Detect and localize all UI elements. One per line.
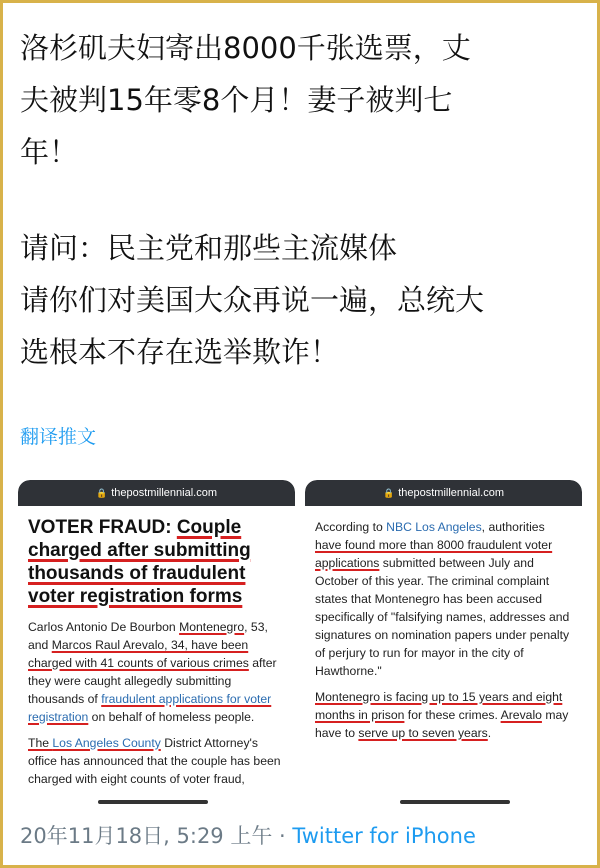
tweet-line: 选根本不存在选举欺诈！ [20,335,340,369]
article-screenshot-right[interactable] [305,480,582,806]
article-headline [28,516,287,608]
tweet-line: 年！ [20,135,79,169]
article-screenshot-left[interactable] [18,480,295,806]
url-text: thepostmillennial.com [398,487,504,499]
article-paragraph: Carlos Antonio De Bourbon Montenegro, 53, and Marcos Raul Arevalo, 34, have been charged with 41 counts of various crimes after they were caught allegedly submitting thousands of fraudulent applications for voter registration on behalf of homeless people. [28,620,277,724]
url-bar [18,480,295,506]
tweet-line: 请你们对美国大众再说一遍，总统大 [20,283,485,317]
headline-part: charged after submitting [28,540,251,561]
article-paragraph: According to NBC Los Angeles, authorities have found more than 8000 fraudulent voter applications submitted between July and October of this year. The criminal complaint states that Montenegro has been accused specifically of "falsifying names, addresses and signatures on nomination papers under penalty of perjury to run for mayor in the city of Hawthorne." [315,520,570,678]
timestamp: 20年11月18日, 5:29 上午 · [20,824,293,848]
headline-part: voter registration forms [28,586,243,607]
url-text: thepostmillennial.com [111,487,217,499]
article-body [315,518,574,742]
headline-part: thousands of fraudulent [28,563,246,584]
tweet-line: 请问：民主党和那些主流媒体 [20,231,398,265]
scrollbar[interactable] [305,800,582,806]
translate-tweet-link[interactable]: 翻译推文 [20,426,97,448]
lock-icon: 🔒 [96,487,108,498]
source-link[interactable]: Twitter for iPhone [292,824,476,848]
tweet-text [20,22,580,378]
lock-icon: 🔒 [383,487,395,498]
article-paragraph: The Los Angeles County District Attorney's office has announced that the couple has been charged with eight counts of voter fraud, [28,736,281,786]
headline-part: Couple [176,517,242,538]
url-bar [305,480,582,506]
tweet-line: 洛杉矶夫妇寄出8000千张选票，丈 [20,31,471,65]
scrollbar[interactable] [18,800,295,806]
article-paragraph: Montenegro is facing up to 15 years and eight months in prison for these crimes. Arevalo may have to serve up to seven years. [315,690,569,740]
tweet-line: 夫被判15年零8个月！妻子被判七 [20,83,453,117]
headline-prefix: VOTER FRAUD: [28,517,177,538]
article-body [28,618,287,788]
tweet-footer [20,820,476,850]
